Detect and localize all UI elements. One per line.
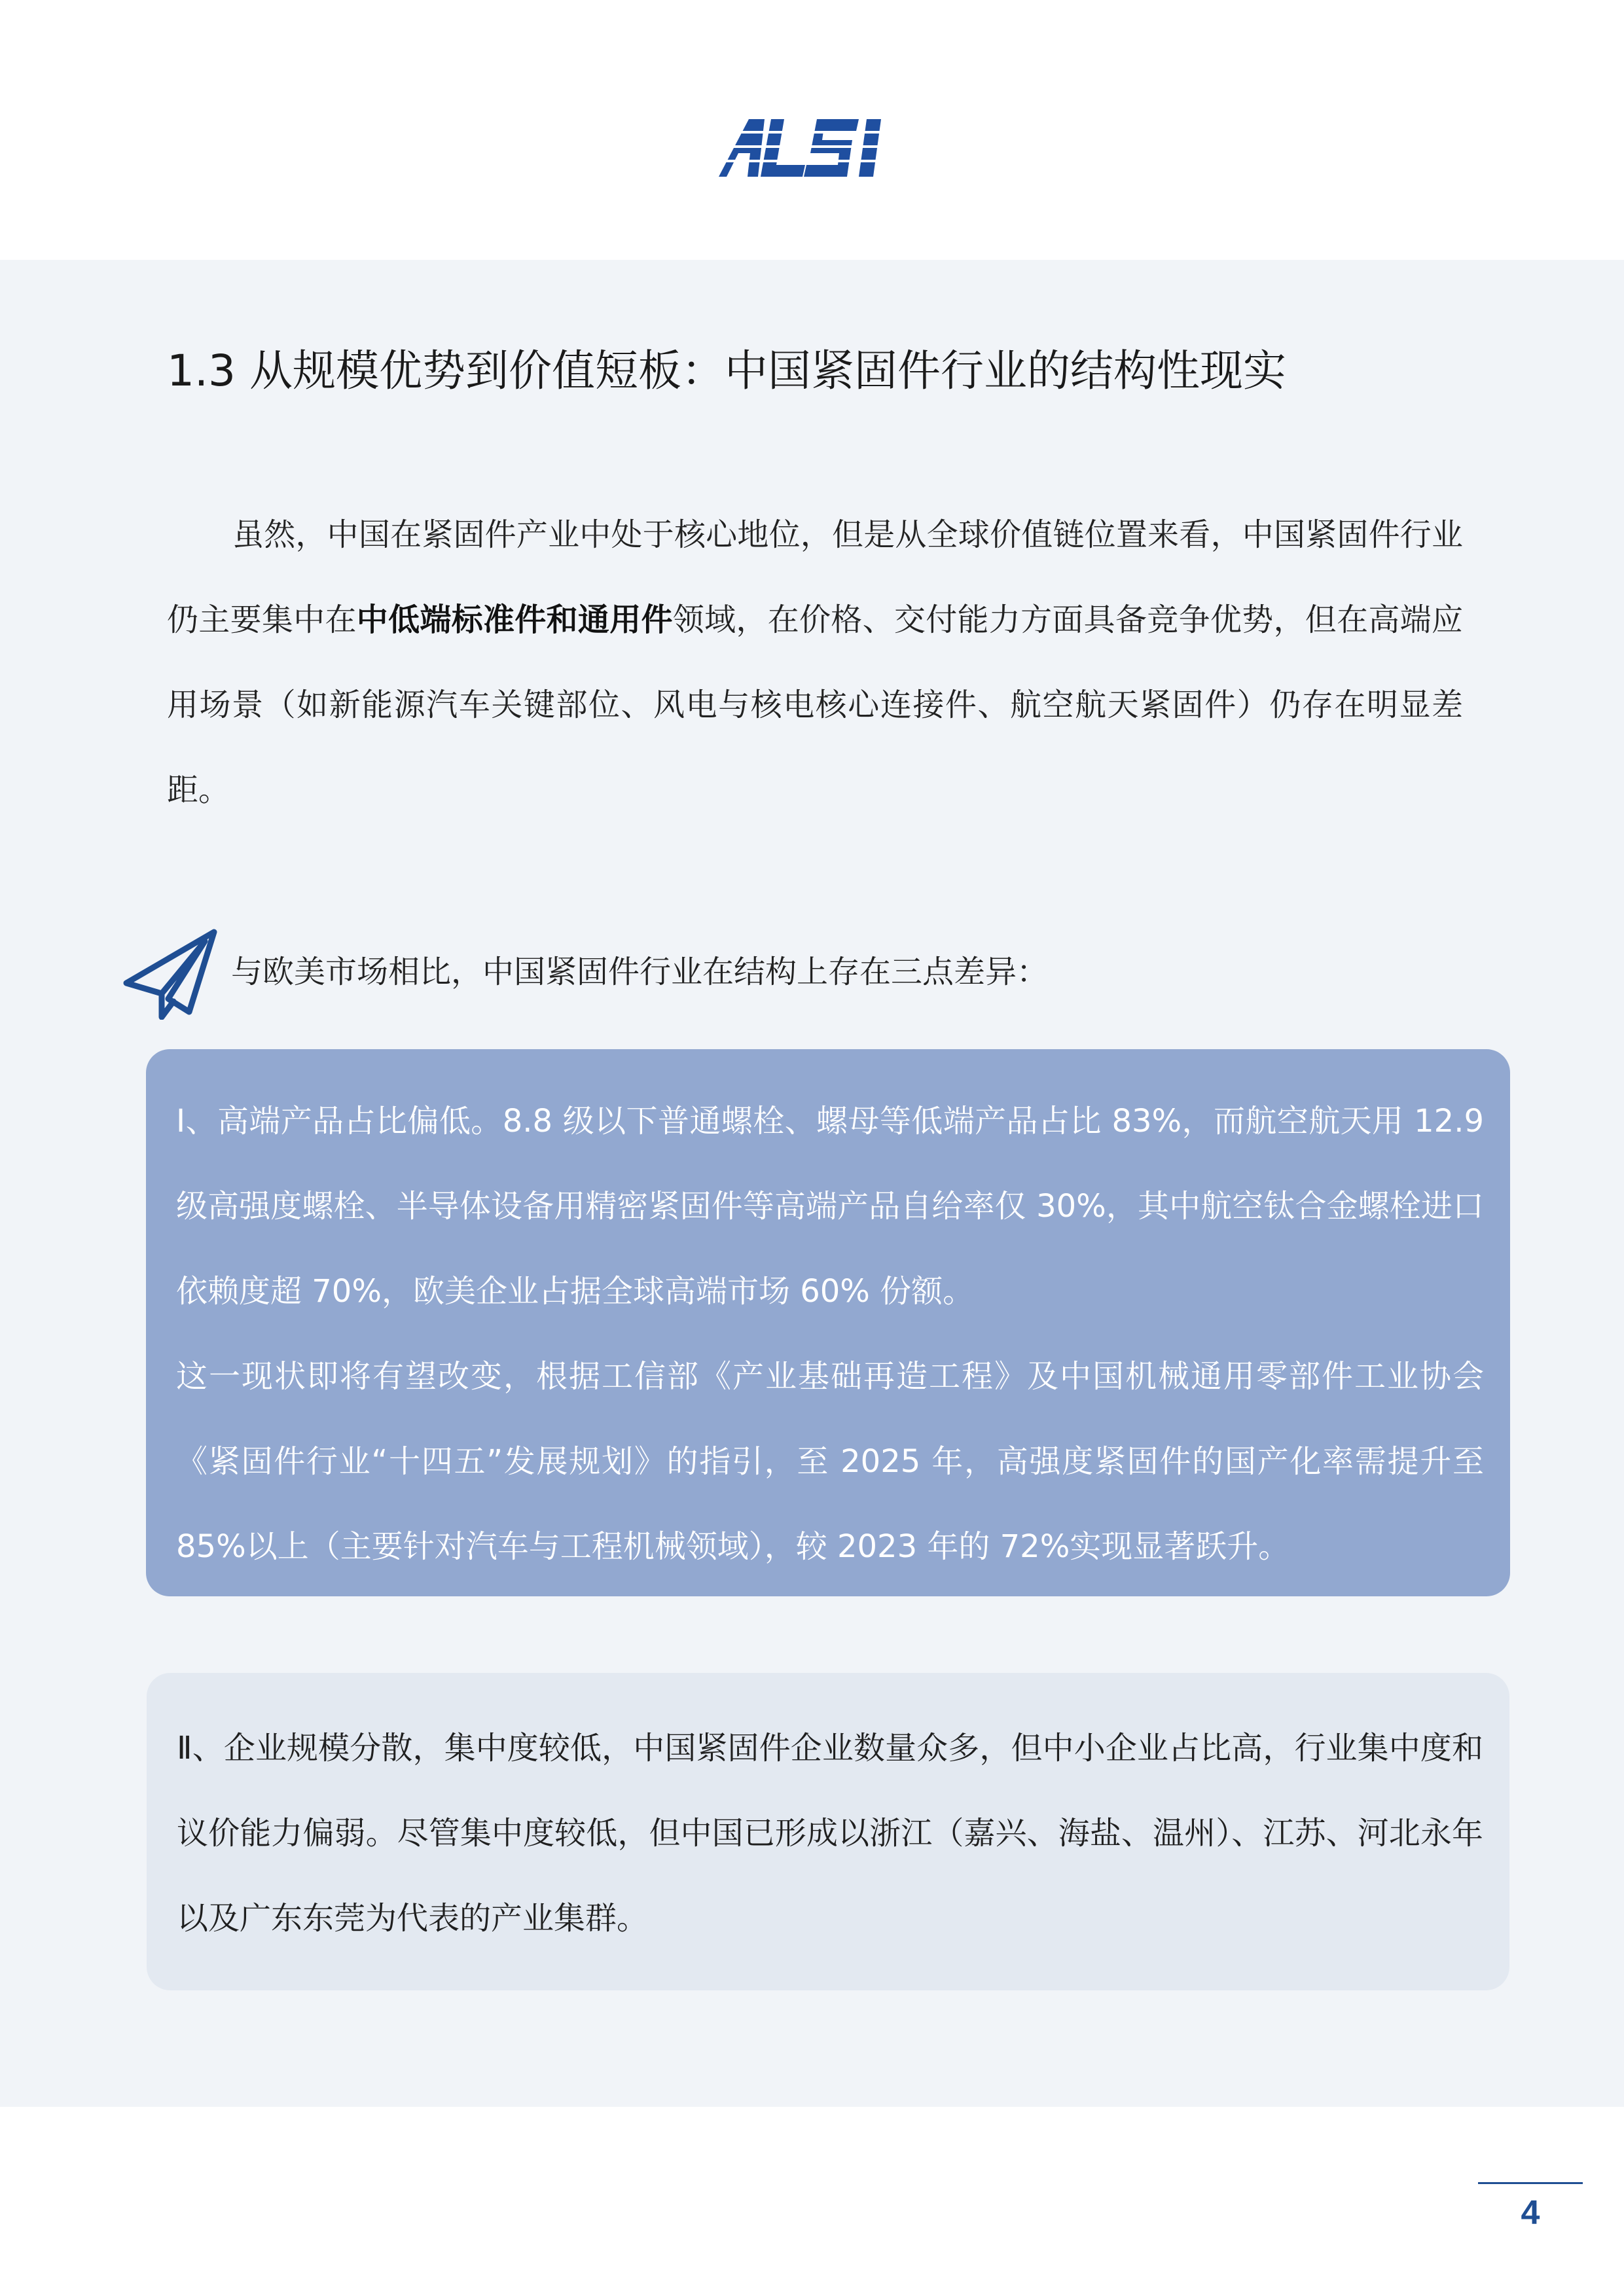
paper-plane-icon	[121, 928, 219, 1020]
intro-text-start: 虽然，中国在紧固件产业中处于核心地位，但是从全球价值链位置来看，中国紧固件行业仍主要集中在	[167, 516, 1463, 638]
intro-emphasis: 中低端标准件和通用件	[356, 601, 673, 638]
point-one-card	[146, 1049, 1510, 1596]
page-header	[0, 0, 1624, 260]
page-number: 4	[1521, 2194, 1540, 2232]
intro-text-end: 领域，在价格、交付能力方面具备竞争优势，但在高端应用场景（如新能源汽车关键部位、风电与核电核心连接件、航空航天紧固件）仍存在明显差距。	[167, 601, 1463, 808]
point-one-text: Ⅰ、高端产品占比偏低。8.8 级以下普通螺栓、螺母等低端产品占比 83%，而航空航天用 12.9 级高强度螺栓、半导体设备用精密紧固件等高端产品自给率仅 30%，其中航空钛合金螺栓进口依赖度超 70%，欧美企业占据全球高端市场 60% 份额。	[176, 1103, 1484, 1310]
alsi-logo	[719, 118, 902, 178]
intro-paragraph	[167, 492, 1463, 833]
footer-rule	[1478, 2182, 1583, 2184]
point-one-outlook: 这一现状即将有望改变，根据工信部《产业基础再造工程》及中国机械通用零部件工业协会《紧固件行业“十四五”发展规划》的指引，至 2025 年，高强度紧固件的国产化率需提升至 85%以上（主要针对汽车与工程机械领域），较 2023 年的 72%实现显著跃升。	[176, 1358, 1484, 1565]
point-two-text: Ⅱ、企业规模分散，集中度较低，中国紧固件企业数量众多，但中小企业占比高，行业集中度和议价能力偏弱。尽管集中度较低，但中国已形成以浙江（嘉兴、海盐、温州）、江苏、河北永年以及广东东莞为代表的产业集群。	[177, 1730, 1483, 1937]
section-title: 1.3 从规模优势到价值短板：中国紧固件行业的结构性现实	[167, 346, 1286, 396]
point-two-card	[147, 1673, 1509, 1990]
comparison-lead: 与欧美市场相比，中国紧固件行业在结构上存在三点差异：	[231, 954, 1049, 990]
